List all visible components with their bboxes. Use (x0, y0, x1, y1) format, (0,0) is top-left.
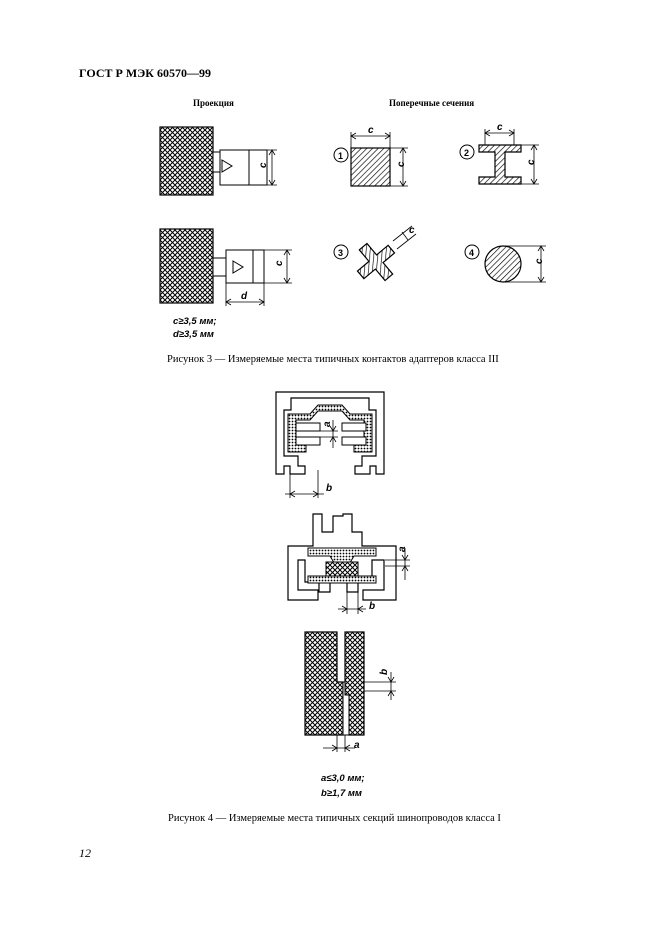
dim-label-d: d (241, 291, 248, 302)
dim-label-b: b (369, 601, 376, 612)
section-2-i-beam (460, 129, 539, 184)
projection-view-2 (160, 229, 292, 306)
figure-3-caption: Рисунок 3 — Измеряемые места типичных контактов адаптеров класса III (167, 354, 499, 365)
figure-4-caption: Рисунок 4 — Измеряемые места типичных секций шинопроводов класса I (168, 813, 501, 824)
dim-label-c: c (409, 225, 415, 236)
dim-label-c: c (534, 258, 545, 264)
figure-4-drawing (270, 385, 430, 805)
dim-label-b: b (379, 668, 390, 675)
section-number: 1 (338, 151, 344, 161)
section-3-cross (334, 226, 416, 290)
busbar-section-3 (305, 632, 396, 752)
section-number: 2 (464, 148, 470, 158)
page-number: 12 (79, 846, 91, 860)
projection-heading: Проекция (193, 98, 234, 108)
figure-3-drawing (150, 115, 570, 315)
cross-sections-heading: Поперечные сечения (389, 98, 475, 108)
dim-label-b: b (326, 483, 333, 494)
figure-3-condition-d: d≥3,5 мм (173, 329, 214, 340)
dim-label-a: a (322, 421, 333, 427)
busbar-section-2 (288, 514, 410, 614)
dim-label-c: c (368, 125, 374, 136)
figure-4-condition-a: a≤3,0 мм; (321, 773, 365, 784)
dim-label-c: c (258, 162, 269, 168)
dim-label-c: c (526, 159, 537, 165)
dim-label-a: a (354, 740, 360, 751)
dim-label-c: c (396, 161, 407, 167)
dim-label-a: a (397, 546, 408, 552)
figure-4-condition-b: b≥1,7 мм (321, 788, 362, 799)
section-1-square (334, 132, 408, 186)
projection-view-1 (160, 127, 277, 195)
dim-label-c: c (274, 260, 285, 266)
section-number: 3 (338, 248, 344, 258)
document-header: ГОСТ Р МЭК 60570—99 (79, 66, 211, 80)
dim-label-c: c (497, 122, 503, 133)
section-number: 4 (469, 248, 475, 258)
figure-3-condition-c: c≥3,5 мм; (173, 316, 217, 327)
